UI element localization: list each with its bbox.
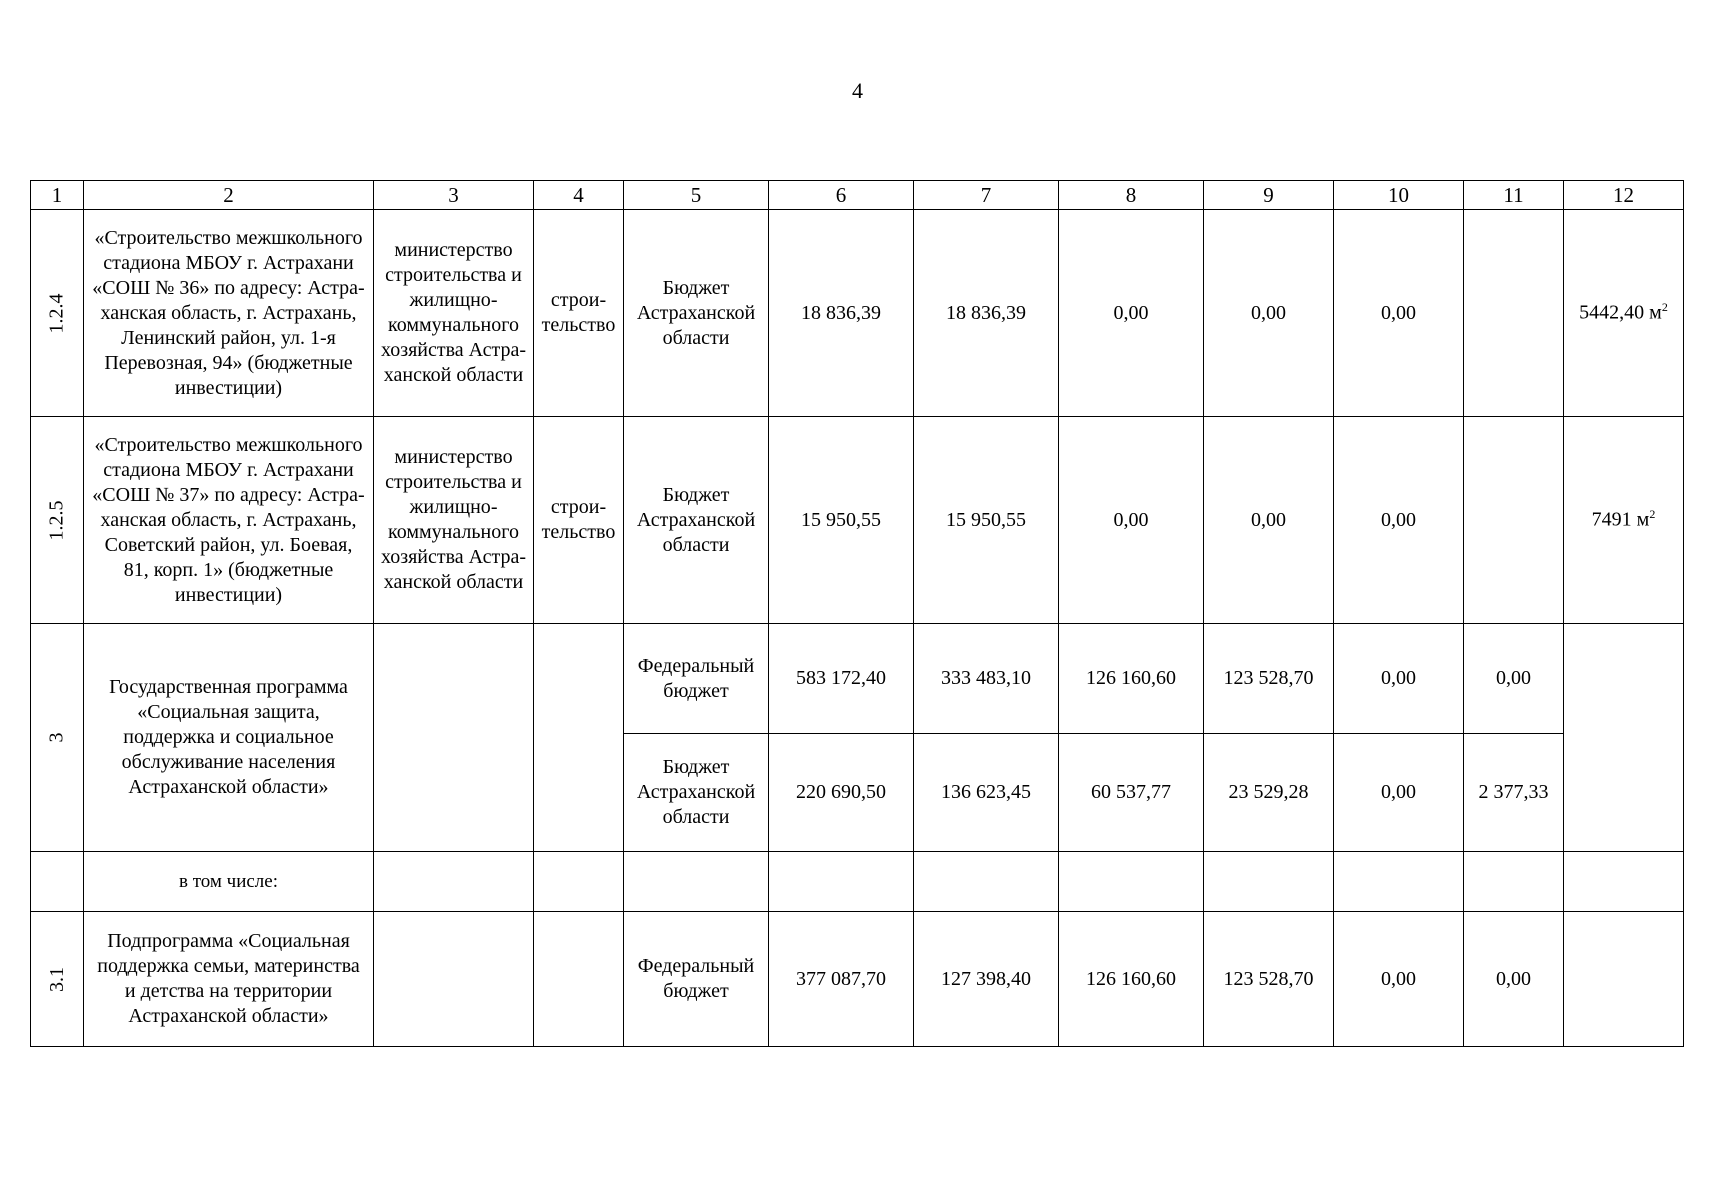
page-number: 4 xyxy=(852,78,863,103)
amount-col7: 136 623,45 xyxy=(914,734,1059,852)
indicator-superscript: 2 xyxy=(1661,300,1668,315)
row-number-cell xyxy=(31,210,84,417)
row-number-cell xyxy=(31,852,84,912)
activity-type: строительство xyxy=(534,417,624,624)
column-header: 2 xyxy=(84,181,374,210)
funding-source: Федеральный бюджет xyxy=(624,912,769,1047)
column-header: 4 xyxy=(534,181,624,210)
budget-table xyxy=(30,180,1684,1047)
row-number-cell xyxy=(31,624,84,852)
amount-col10: 0,00 xyxy=(1334,912,1464,1047)
indicator-value xyxy=(1564,624,1684,852)
amount-total: 18 836,39 xyxy=(769,210,914,417)
column-header: 6 xyxy=(769,181,914,210)
executor: министерство строительства и жилищнокоммунального хозяйства Астраханской области xyxy=(374,417,534,624)
funding-source: Бюджет Астраханской области xyxy=(624,417,769,624)
activity-type xyxy=(534,852,624,912)
funding-source: Федеральный бюджет xyxy=(624,624,769,734)
amount-col9: 0,00 xyxy=(1204,417,1334,624)
amount-col11: 0,00 xyxy=(1464,912,1564,1047)
column-header: 7 xyxy=(914,181,1059,210)
executor xyxy=(374,912,534,1047)
amount-col10: 0,00 xyxy=(1334,734,1464,852)
amount-col8 xyxy=(1059,852,1204,912)
row-number: 3 xyxy=(45,732,68,743)
amount-col7: 18 836,39 xyxy=(914,210,1059,417)
amount-total: 220 690,50 xyxy=(769,734,914,852)
amount-col8: 0,00 xyxy=(1059,210,1204,417)
indicator-value xyxy=(1564,210,1684,417)
amount-col9: 123 528,70 xyxy=(1204,624,1334,734)
row-number-cell xyxy=(31,417,84,624)
funding-source: Бюджет Астраханской области xyxy=(624,210,769,417)
activity-type: строительство xyxy=(534,210,624,417)
indicator-text: 5442,40 м xyxy=(1579,301,1662,324)
table-row xyxy=(31,912,1684,1047)
amount-col8: 126 160,60 xyxy=(1059,624,1204,734)
row-number-cell xyxy=(31,912,84,1047)
amount-col9: 0,00 xyxy=(1204,210,1334,417)
amount-col10: 0,00 xyxy=(1334,210,1464,417)
column-header: 3 xyxy=(374,181,534,210)
subprogram-name: Подпрограмма «Социальная поддержка семьи, материнства и детства на территории Астраханской области» xyxy=(84,912,374,1047)
amount-col9 xyxy=(1204,852,1334,912)
table-row xyxy=(31,852,1684,912)
amount-col7: 127 398,40 xyxy=(914,912,1059,1047)
column-header: 12 xyxy=(1564,181,1684,210)
amount-col8: 0,00 xyxy=(1059,417,1204,624)
column-header: 5 xyxy=(624,181,769,210)
amount-col11 xyxy=(1464,210,1564,417)
executor xyxy=(374,852,534,912)
column-header: 8 xyxy=(1059,181,1204,210)
including-label: в том числе: xyxy=(84,852,374,912)
column-header: 11 xyxy=(1464,181,1564,210)
amount-col11: 2 377,33 xyxy=(1464,734,1564,852)
column-header: 9 xyxy=(1204,181,1334,210)
amount-col8: 126 160,60 xyxy=(1059,912,1204,1047)
program-name: Государственная программа «Социальная защита, поддержка и социальное обслуживание населения Астраханской области» xyxy=(84,624,374,852)
activity-type xyxy=(534,912,624,1047)
amount-col9: 23 529,28 xyxy=(1204,734,1334,852)
indicator-text: 7491 м xyxy=(1591,508,1650,531)
amount-col10 xyxy=(1334,852,1464,912)
indicator-value xyxy=(1564,417,1684,624)
amount-total: 15 950,55 xyxy=(769,417,914,624)
executor xyxy=(374,624,534,852)
table-row xyxy=(31,417,1684,624)
amount-total xyxy=(769,852,914,912)
amount-col11: 0,00 xyxy=(1464,624,1564,734)
amount-col7 xyxy=(914,852,1059,912)
indicator-superscript: 2 xyxy=(1649,507,1656,522)
amount-col8: 60 537,77 xyxy=(1059,734,1204,852)
activity-type xyxy=(534,624,624,852)
indicator-value xyxy=(1564,852,1684,912)
column-number-row xyxy=(31,181,1684,210)
column-header: 1 xyxy=(31,181,84,210)
indicator-value xyxy=(1564,912,1684,1047)
row-number: 3.1 xyxy=(45,966,68,992)
row-number: 1.2.4 xyxy=(45,293,68,333)
table-row xyxy=(31,624,1684,734)
funding-source: Бюджет Астраханской области xyxy=(624,734,769,852)
column-header: 10 xyxy=(1334,181,1464,210)
row-number: 1.2.5 xyxy=(45,500,68,540)
amount-col7: 15 950,55 xyxy=(914,417,1059,624)
executor: министерство строительства и жилищнокоммунального хозяйства Астраханской области xyxy=(374,210,534,417)
amount-col10: 0,00 xyxy=(1334,624,1464,734)
amount-col11 xyxy=(1464,417,1564,624)
amount-col10: 0,00 xyxy=(1334,417,1464,624)
amount-col7: 333 483,10 xyxy=(914,624,1059,734)
funding-source xyxy=(624,852,769,912)
amount-total: 583 172,40 xyxy=(769,624,914,734)
activity-name: «Строительство межшкольного стадиона МБОУ г. Астрахани «СОШ № 37» по адресу: Астраханская область, г. Астрахань, Советский район, ул. Боевая, 81, корп. 1» (бюджетные инвестиции) xyxy=(84,417,374,624)
amount-col11 xyxy=(1464,852,1564,912)
amount-total: 377 087,70 xyxy=(769,912,914,1047)
amount-col9: 123 528,70 xyxy=(1204,912,1334,1047)
table-row xyxy=(31,210,1684,417)
activity-name: «Строительство межшкольного стадиона МБОУ г. Астрахани «СОШ № 36» по адресу: Астраханская область, г. Астрахань, Ленинский район, ул. 1-я Перевозная, 94» (бюджетные инвестиции) xyxy=(84,210,374,417)
